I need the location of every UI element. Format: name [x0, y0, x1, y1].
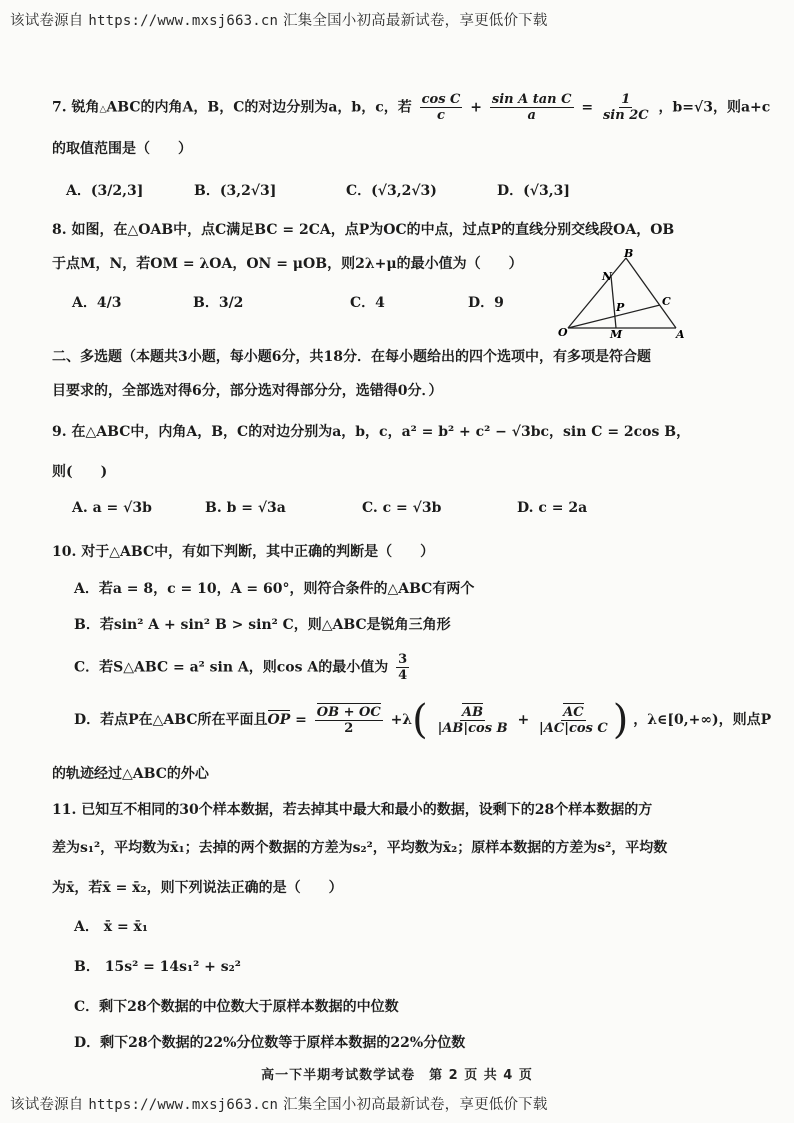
q7-stem-a: 7. 锐角 [52, 99, 100, 116]
q10-d-vec1: $\frac{AB}{\text{|AB|cos B}}$ [437, 704, 508, 736]
fig-label-n: N [602, 270, 613, 283]
q10-d-fraction: $\frac{OB + OC}{2}$ [316, 704, 381, 736]
watermark-prefix: 该试卷源自 [10, 13, 84, 29]
q7-fraction-1: $\frac{\text{cos C}}{c}$ [421, 92, 461, 123]
q9-option-c: C. c = √3b [362, 500, 442, 516]
watermark-bottom [10, 1093, 548, 1114]
q10-d-op-vector: OP [267, 712, 291, 728]
q11-line1: 11. 已知互不相同的30个样本数据，若去掉其中最大和最小的数据，设剩下的28个样本数据的方 [52, 802, 653, 818]
fig-label-m: M [610, 328, 623, 338]
q11-option-b: B． 15s² = 14s₁² + s₂² [74, 959, 241, 975]
q7-option-d: D．(√3,3] [497, 183, 570, 199]
q9-option-b: B. b = √3a [205, 500, 286, 516]
q7-equals: = [581, 99, 594, 116]
watermark-suffix: 汇集全国小初高最新试卷，享更低价下载 [282, 1097, 548, 1113]
q9-option-a: A. a = √3b [72, 500, 152, 516]
q7-plus: + [470, 99, 483, 116]
q8-option-c: C．4 [350, 295, 385, 311]
q10-d-lambda: +λ [390, 712, 413, 728]
q10-option-b: B．若sin² A + sin² B > sin² C，则△ABC是锐角三角形 [74, 617, 451, 633]
q7-fraction-2: $\frac{\text{sin A tan C}}{a}$ [491, 92, 572, 123]
q7-stem-b: ABC的内角A，B，C的对边分别为a，b，c，若 [106, 99, 412, 116]
page-footer: 高一下半期考试数学试卷 第 2 页 共 4 页 [261, 1068, 533, 1083]
q11-line2: 差为s₁²，平均数为x̄₁；去掉的两个数据的方差为s₂²，平均数为x̄₂；原样本数据的方差为s²，平均数 [52, 840, 668, 856]
q10-d-tail: ，λ∈[0,+∞)，则点P [633, 712, 772, 728]
q8-option-a: A．4/3 [72, 295, 122, 311]
q11-option-d: D．剩下28个数据的22%分位数等于原样本数据的22%分位数 [74, 1035, 466, 1051]
q7-option-b: B．(3,2√3] [194, 183, 277, 199]
q7-fraction-3: $\frac{1}{\sin 2C}$ [602, 92, 649, 123]
q11-line3: 为x̄，若x̄ = x̄₂，则下列说法正确的是（ ） [52, 880, 343, 896]
fig-label-c: C [662, 295, 671, 308]
q9-option-d: D. c = 2a [517, 500, 588, 516]
q10-d-vec2: $\frac{AC}{\text{|AC|cos C}}$ [539, 704, 608, 736]
q10-d-eq: = [295, 712, 307, 728]
q10-c-fraction: $\frac{3}{4}$ [398, 652, 408, 683]
watermark-suffix: 汇集全国小初高最新试卷，享更低价下载 [282, 13, 548, 29]
q7-tail: ，b=√3，则a+c [658, 99, 771, 116]
watermark-url[interactable]: https://www.mxsj663.cn [88, 1097, 279, 1113]
q7-line2: 的取值范围是（ ） [52, 141, 192, 157]
q8-option-b: B．3/2 [193, 295, 244, 311]
fig-label-p: P [616, 301, 625, 314]
fig-label-o: O [558, 326, 568, 338]
q10-d-line2: 的轨迹经过△ABC的外心 [52, 766, 209, 782]
q7-option-c: C．(√3,2√3) [346, 183, 437, 199]
q8-triangle-figure [556, 248, 696, 338]
section2-line1: 二、多选题（本题共3小题，每小题6分，共18分．在每小题给出的四个选项中，有多项是符合题 [52, 349, 651, 365]
q7-line1: 7. 锐角△ABC的内角A，B，C的对边分别为a，b，c，若 $\frac{\text{cos C}}{c}$ + $\frac{\text{sin A tan C}}{a}$ = $\frac{1}{\sin 2C}$ ，b=√3，则a+c [52, 92, 771, 123]
fig-label-b: B [624, 248, 634, 260]
q8-line1: 8. 如图，在△OAB中，点C满足BC = 2CA，点P为OC的中点，过点P的直线分别交线段OA，OB [52, 222, 675, 238]
q10-c-text: C．若S△ABC = a² sin A，则cos A的最小值为 [74, 659, 389, 676]
q10-option-a: A．若a = 8，c = 10，A = 60°，则符合条件的△ABC有两个 [74, 581, 475, 597]
watermark-top [10, 9, 548, 30]
q10-stem: 10. 对于△ABC中，有如下判断，其中正确的判断是（ ） [52, 544, 435, 560]
q8-option-d: D．9 [468, 295, 504, 311]
q7-option-a: A．(3/2,3] [66, 183, 144, 199]
fig-label-a: A [676, 328, 685, 338]
q10-option-c [74, 652, 412, 683]
q11-option-c: C．剩下28个数据的中位数大于原样本数据的中位数 [74, 999, 399, 1015]
q10-d-text: D．若点P在△ABC所在平面且 [74, 712, 268, 728]
q10-option-d: D．若点P在△ABC所在平面且OP = $\frac{OB + OC}{2}$ +λ( $\frac{AB}{\text{|AB|cos B}}$ + $\frac{AC}{\text{|AC|cos C}}$ ) ，λ∈[0,+∞)，则点P [74, 697, 772, 743]
watermark-url[interactable]: https://www.mxsj663.cn [88, 13, 279, 29]
section2-line2: 目要求的，全部选对得6分，部分选对得部分分，选错得0分．） [52, 383, 443, 399]
watermark-prefix: 该试卷源自 [10, 1097, 84, 1113]
q9-line1: 9. 在△ABC中，内角A，B，C的对边分别为a，b，c，a² = b² + c² − √3bc，sin C = 2cos B， [52, 424, 691, 440]
q8-line2: 于点M，N，若OM = λOA，ON = μOB，则2λ+μ的最小值为（ ） [52, 256, 523, 272]
q11-option-a: A． x̄ = x̄₁ [74, 919, 149, 935]
q9-line2: 则( ) [52, 464, 108, 480]
